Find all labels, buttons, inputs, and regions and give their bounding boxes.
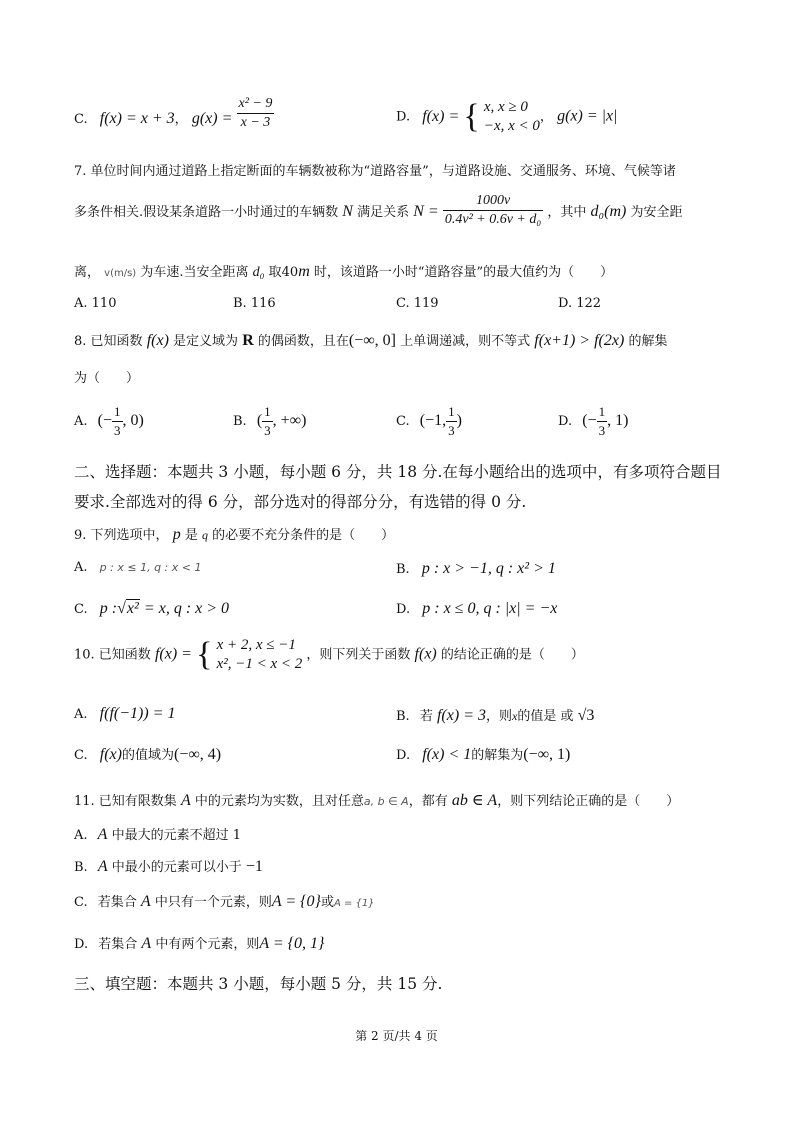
q8-line-1: 8. 已知函数 f(x) 是定义域为 R 的偶函数，且在(−∞, 0] 上单调递减，则不等式 f(x+1) > f(2x) 的解集: [74, 332, 668, 349]
section-3-header: 三、填空题：本题共 3 小题，每小题 5 分，共 15 分.: [74, 975, 443, 993]
q7-option-c: C. 119: [396, 296, 439, 311]
q8-option-b: B. ( $\frac{1}{3}$ , +∞): [233, 404, 307, 438]
q8-option-c: C. (−1, $\frac{1}{3}$ ): [396, 404, 462, 438]
q9-option-b: B. p : x > −1, q : x² > 1: [396, 560, 556, 577]
q10-option-c: C. f(x)的值域为(−∞, 4): [74, 746, 222, 763]
q8-line-2: 为（ ）: [74, 371, 140, 386]
q9-option-a: A. p : x ≤ 1, q : x < 1: [74, 560, 202, 575]
section-2-header-line-2: 要求.全部选对的得 6 分，部分选对的得部分分，有选错的得 0 分.: [74, 493, 527, 511]
var-n: N: [342, 203, 353, 220]
q9-stem: 9. 下列选项中， p 是 q 的必要不充分条件的是（ ）: [74, 526, 395, 543]
q10-option-a: A. f(f(−1)) = 1: [74, 705, 176, 722]
set-r: R: [242, 332, 254, 349]
q8-option-d: D. (− $\frac{1}{3}$ , 1): [558, 404, 629, 438]
option-label: D.: [396, 109, 411, 125]
q11-option-a: A. A 中最大的元素不超过 1: [74, 826, 241, 843]
q9-option-d: D. p : x ≤ 0, q : |x| = −x: [396, 600, 558, 617]
piecewise: x, x ≥ 0 −x, x < 0: [483, 99, 540, 134]
sqrt-icon: √: [117, 600, 126, 617]
q7-option-a: A. 110: [74, 296, 117, 311]
q7-option-d: D. 122: [558, 296, 602, 311]
q11-option-c: C. 若集合 A 中只有一个元素，则A = {0}或A = {1}: [74, 893, 375, 910]
q7-option-b: B. 116: [233, 296, 276, 311]
formula-g-lhs: g(x) =: [191, 110, 233, 127]
fraction-one-third: $\frac{1}{3}$: [448, 404, 455, 438]
fraction-one-third: $\frac{1}{3}$: [114, 404, 121, 438]
fraction-one-third: $\frac{1}{3}$: [598, 404, 606, 438]
option-label: C.: [74, 112, 88, 127]
formula-capacity: $\frac{1000v}{\text{0.4v² + 0.6v + d₀}}$: [444, 193, 542, 227]
formula-g: g(x) = |x|: [557, 107, 618, 125]
var-p: p: [172, 526, 181, 543]
separator: ，: [539, 109, 553, 125]
page-footer: 第 2 页/共 4 页: [355, 1029, 438, 1043]
var-d0: d₀: [252, 265, 265, 280]
unit-m: m: [298, 263, 310, 280]
q6-option-d: [396, 98, 618, 136]
var-v: v(m/s): [104, 268, 137, 279]
left-brace-icon: {: [463, 98, 480, 135]
func-f: f(x): [146, 332, 169, 349]
q7-line-2: 多条件相关.假设某条道路一小时通过的车辆数 N 满足关系 N = $\frac{1000v}{\text{0.4v² + 0.6v + d₀}}$ ，其中 d₀(m) 为安全距: [74, 193, 683, 227]
q8-option-a: A. (− $\frac{1}{3}$ , 0): [74, 404, 144, 438]
formula-n-lhs: N =: [413, 203, 439, 220]
q11-stem: 11. 已知有限数集 A 中的元素均为实数，且对任意a, b ∈ A，都有 ab ∈ A，则下列结论正确的是（ ）: [74, 792, 680, 809]
formula-f-lhs: f(x) =: [422, 107, 460, 125]
q7-line-3: 离， v(m/s) 为车速.当安全距离 d₀ 取40m 时，该道路一小时“道路容量”的最大值约为（ ）: [74, 263, 614, 280]
separator: ，: [174, 112, 188, 127]
fraction-one-third: $\frac{1}{3}$: [264, 404, 271, 438]
q11-option-d: D. 若集合 A 中有两个元素，则A = {0, 1}: [74, 935, 325, 952]
formula-f: f(x) = x + 3: [99, 110, 175, 127]
section-2-header-line-1: 二、选择题：本题共 3 小题，每小题 6 分，共 18 分.在每小题给出的选项中，有多项符合题目: [74, 463, 722, 481]
var-q: q: [201, 528, 208, 542]
left-brace-icon: {: [196, 636, 213, 673]
inequality: f(x+1) > f(2x): [534, 332, 625, 349]
q9-option-c: C. p :√x² = x, q : x > 0: [74, 600, 230, 617]
q7-line-1: 7. 单位时间内通过道路上指定断面的车辆数被称为“道路容量”，与道路设施、交通服务、环境、气候等诸: [74, 164, 676, 179]
q10-option-b: B. 若 f(x) = 3，则x的值是 或 √3: [396, 707, 595, 724]
q11-option-b: B. A 中最小的元素可以小于 −1: [74, 858, 263, 875]
piecewise: x + 2, x ≤ −1 x², −1 < x < 2: [216, 637, 303, 672]
q6-option-c: [74, 96, 274, 131]
interval: (−∞, 0]: [348, 332, 396, 349]
q10-option-d: D. f(x) < 1的解集为(−∞, 1): [396, 746, 571, 763]
formula-g-fraction: $\frac{\text{x² − 9}}{x - 3}$: [238, 96, 273, 130]
q10-stem: 10. 已知函数 f(x) = { x + 2, x ≤ −1 x², −1 < x < 2 ，则下列关于函数 f(x) 的结论正确的是（ ）: [74, 636, 584, 673]
var-d0-m: d₀(m): [590, 203, 627, 220]
